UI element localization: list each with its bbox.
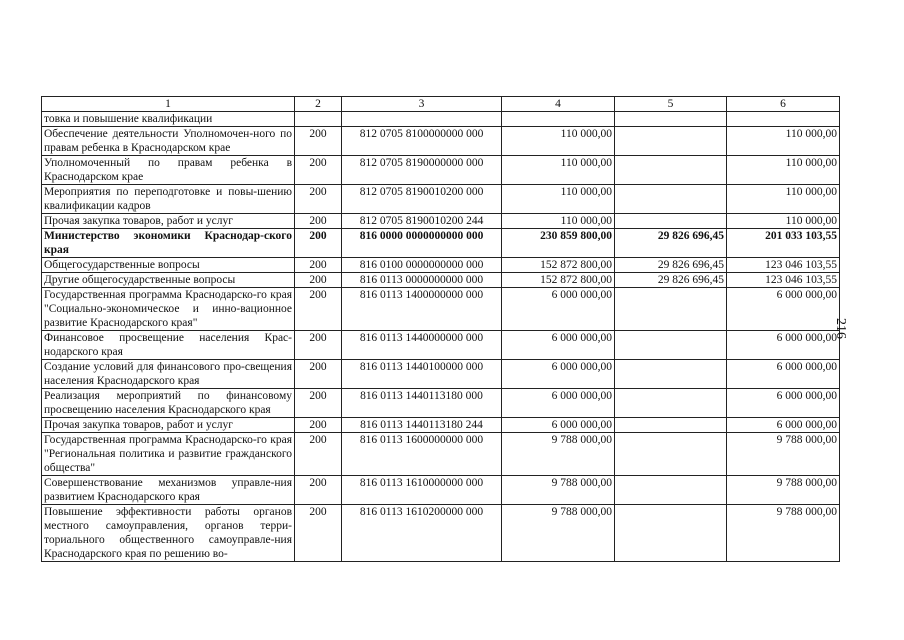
table-row — [42, 418, 840, 433]
row-kbk: 816 0000 0000000000 000 — [342, 229, 502, 258]
row-name: Создание условий для финансового про-свещения населения Краснодарского края — [42, 360, 295, 389]
row-total-amount: 110 000,00 — [727, 127, 840, 156]
row-change-amount: 29 826 696,45 — [615, 258, 727, 273]
row-kbk: 812 0705 8190010200 000 — [342, 185, 502, 214]
column-number: 1 — [42, 97, 295, 112]
table-row — [42, 229, 840, 258]
table-row — [42, 185, 840, 214]
row-name: Мероприятия по переподготовке и повы-шению квалификации кадров — [42, 185, 295, 214]
row-plan-amount: 110 000,00 — [502, 127, 615, 156]
row-code: 200 — [295, 418, 342, 433]
row-plan-amount: 9 788 000,00 — [502, 505, 615, 562]
table-row — [42, 433, 840, 476]
row-change-amount — [615, 127, 727, 156]
row-total-amount: 110 000,00 — [727, 156, 840, 185]
table-row — [42, 273, 840, 288]
row-total-amount: 6 000 000,00 — [727, 288, 840, 331]
row-name: Общегосударственные вопросы — [42, 258, 295, 273]
table-row — [42, 505, 840, 562]
row-code: 200 — [295, 273, 342, 288]
row-plan-amount: 6 000 000,00 — [502, 360, 615, 389]
row-code: 200 — [295, 331, 342, 360]
table-row — [42, 389, 840, 418]
row-code: 200 — [295, 214, 342, 229]
row-plan-amount: 110 000,00 — [502, 156, 615, 185]
row-name: Уполномоченный по правам ребенка в Краснодарском крае — [42, 156, 295, 185]
row-total-amount: 110 000,00 — [727, 185, 840, 214]
row-kbk: 816 0113 1440113180 244 — [342, 418, 502, 433]
row-plan-amount: 110 000,00 — [502, 214, 615, 229]
row-plan-amount: 152 872 800,00 — [502, 273, 615, 288]
row-name: Реализация мероприятий по финансовому просвещению населения Краснодарского края — [42, 389, 295, 418]
row-plan-amount: 9 788 000,00 — [502, 476, 615, 505]
row-change-amount — [615, 288, 727, 331]
row-change-amount — [615, 389, 727, 418]
column-number: 6 — [727, 97, 840, 112]
row-plan-amount — [502, 112, 615, 127]
row-kbk: 812 0705 8190010200 244 — [342, 214, 502, 229]
row-name: Совершенствование механизмов управле-ния развитием Краснодарского края — [42, 476, 295, 505]
row-kbk — [342, 112, 502, 127]
row-total-amount: 6 000 000,00 — [727, 389, 840, 418]
row-name: Прочая закупка товаров, работ и услуг — [42, 214, 295, 229]
row-change-amount: 29 826 696,45 — [615, 273, 727, 288]
header-row — [42, 97, 840, 112]
row-code: 200 — [295, 156, 342, 185]
column-number: 5 — [615, 97, 727, 112]
row-name: Прочая закупка товаров, работ и услуг — [42, 418, 295, 433]
row-name: Министерство экономики Краснодар-ского края — [42, 229, 295, 258]
row-plan-amount: 6 000 000,00 — [502, 418, 615, 433]
row-total-amount: 6 000 000,00 — [727, 360, 840, 389]
row-code: 200 — [295, 360, 342, 389]
column-number: 4 — [502, 97, 615, 112]
row-code: 200 — [295, 476, 342, 505]
row-name: Обеспечение деятельности Уполномочен-ного по правам ребенка в Краснодарском крае — [42, 127, 295, 156]
row-total-amount: 6 000 000,00 — [727, 331, 840, 360]
row-name: товка и повышение квалификации — [42, 112, 295, 127]
page-number: 216 — [833, 318, 848, 339]
row-kbk: 816 0100 0000000000 000 — [342, 258, 502, 273]
row-kbk: 816 0113 1440113180 000 — [342, 389, 502, 418]
row-change-amount — [615, 505, 727, 562]
row-code: 200 — [295, 505, 342, 562]
table-row — [42, 288, 840, 331]
row-code: 200 — [295, 185, 342, 214]
table-row — [42, 156, 840, 185]
table-row — [42, 214, 840, 229]
column-number: 3 — [342, 97, 502, 112]
table-row — [42, 127, 840, 156]
row-plan-amount: 6 000 000,00 — [502, 389, 615, 418]
row-kbk: 816 0113 1440000000 000 — [342, 331, 502, 360]
column-number: 2 — [295, 97, 342, 112]
table-row — [42, 476, 840, 505]
row-total-amount: 201 033 103,55 — [727, 229, 840, 258]
row-total-amount: 6 000 000,00 — [727, 418, 840, 433]
row-total-amount: 9 788 000,00 — [727, 433, 840, 476]
row-total-amount: 123 046 103,55 — [727, 258, 840, 273]
row-change-amount — [615, 214, 727, 229]
table-row — [42, 360, 840, 389]
row-change-amount — [615, 112, 727, 127]
row-code: 200 — [295, 127, 342, 156]
row-plan-amount: 230 859 800,00 — [502, 229, 615, 258]
row-kbk: 816 0113 1440100000 000 — [342, 360, 502, 389]
row-plan-amount: 110 000,00 — [502, 185, 615, 214]
row-code: 200 — [295, 258, 342, 273]
row-change-amount — [615, 433, 727, 476]
table-row — [42, 112, 840, 127]
row-plan-amount: 6 000 000,00 — [502, 288, 615, 331]
row-kbk: 816 0113 1610000000 000 — [342, 476, 502, 505]
row-change-amount — [615, 360, 727, 389]
row-plan-amount: 6 000 000,00 — [502, 331, 615, 360]
row-kbk: 816 0113 1400000000 000 — [342, 288, 502, 331]
row-code: 200 — [295, 288, 342, 331]
row-kbk: 816 0113 1600000000 000 — [342, 433, 502, 476]
row-kbk: 812 0705 8100000000 000 — [342, 127, 502, 156]
row-code: 200 — [295, 389, 342, 418]
row-name: Финансовое просвещение населения Крас-нодарского края — [42, 331, 295, 360]
row-change-amount — [615, 476, 727, 505]
row-total-amount: 9 788 000,00 — [727, 505, 840, 562]
row-change-amount — [615, 156, 727, 185]
row-name: Государственная программа Краснодарско-го края "Социально-экономическое и инно-вационное развитие Краснодарского края" — [42, 288, 295, 331]
row-change-amount — [615, 185, 727, 214]
table-row — [42, 331, 840, 360]
row-kbk: 816 0113 0000000000 000 — [342, 273, 502, 288]
row-total-amount — [727, 112, 840, 127]
row-name: Другие общегосударственные вопросы — [42, 273, 295, 288]
row-total-amount: 110 000,00 — [727, 214, 840, 229]
row-total-amount: 123 046 103,55 — [727, 273, 840, 288]
row-name: Государственная программа Краснодарско-го края "Региональная политика и развитие гражданского общества" — [42, 433, 295, 476]
row-code — [295, 112, 342, 127]
row-change-amount: 29 826 696,45 — [615, 229, 727, 258]
row-name: Повышение эффективности работы органов местного самоуправления, органов терри-ториального общественного самоуправле-ния Краснодарского края по решению во- — [42, 505, 295, 562]
row-kbk: 816 0113 1610200000 000 — [342, 505, 502, 562]
budget-table — [41, 96, 840, 562]
row-code: 200 — [295, 433, 342, 476]
row-plan-amount: 9 788 000,00 — [502, 433, 615, 476]
row-plan-amount: 152 872 800,00 — [502, 258, 615, 273]
row-change-amount — [615, 331, 727, 360]
row-total-amount: 9 788 000,00 — [727, 476, 840, 505]
row-change-amount — [615, 418, 727, 433]
table-row — [42, 258, 840, 273]
row-kbk: 812 0705 8190000000 000 — [342, 156, 502, 185]
row-code: 200 — [295, 229, 342, 258]
